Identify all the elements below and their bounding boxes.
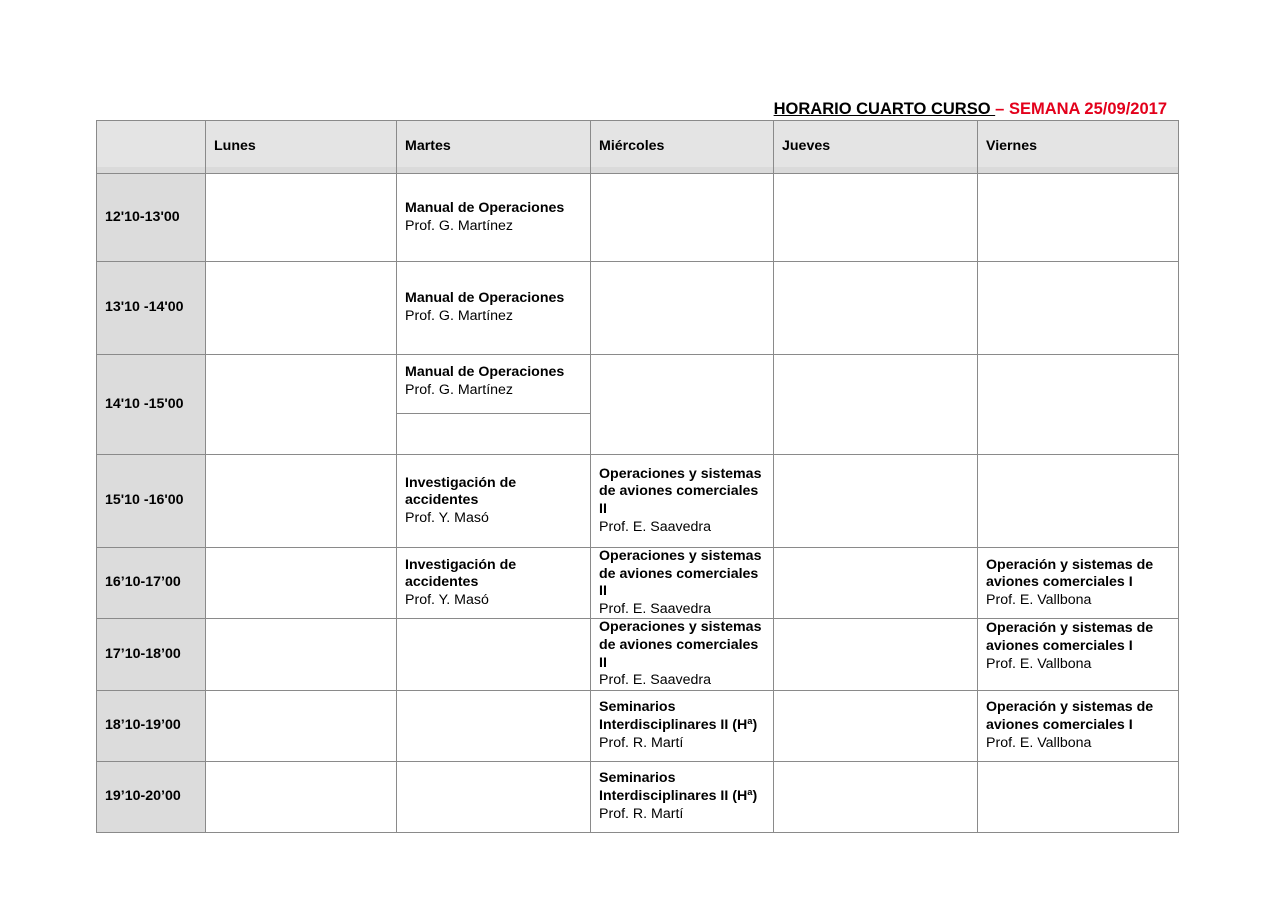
cell-empty	[978, 761, 1179, 832]
class-cell	[978, 619, 1179, 690]
cell-empty	[206, 690, 397, 761]
header-day: Martes	[397, 121, 591, 174]
cell-empty	[397, 761, 591, 832]
header-corner	[97, 121, 206, 174]
schedule-table	[96, 120, 1179, 833]
class-professor: Prof. E. Saavedra	[599, 600, 711, 617]
class-professor: Prof. G. Martínez	[405, 217, 514, 234]
time-slot: 18’10-19’00	[97, 690, 206, 761]
cell-empty	[206, 548, 397, 619]
cell-empty	[774, 548, 978, 619]
cell-empty	[774, 761, 978, 832]
title-week: SEMANA 25/09/2017	[1008, 100, 1167, 118]
class-subject: Operaciones y sistemas de aviones comerciales II	[599, 548, 762, 600]
class-subject: Seminarios Interdisciplinares II (Hª)	[599, 699, 758, 733]
class-cell	[397, 355, 591, 414]
header-day: Lunes	[206, 121, 397, 174]
cell-empty	[978, 455, 1179, 548]
class-subject: Manual de Operaciones	[405, 199, 565, 216]
cell-empty	[774, 262, 978, 355]
cell-empty	[206, 455, 397, 548]
title-main: HORARIO CUARTO CURSO	[773, 100, 996, 118]
cell-empty	[978, 262, 1179, 355]
cell-empty	[774, 455, 978, 548]
time-slot: 17’10-18’00	[97, 619, 206, 690]
class-subject: Operación y sistemas de aviones comerciales I	[986, 620, 1154, 654]
time-slot: 14'10 -15'00	[97, 355, 206, 455]
header-day: Jueves	[774, 121, 978, 174]
cell-empty	[206, 262, 397, 355]
class-subject: Operación y sistemas de aviones comerciales I	[986, 556, 1154, 591]
header-day: Miércoles	[591, 121, 774, 174]
class-subject: Investigación de accidentes	[405, 556, 517, 591]
table-row	[97, 455, 1179, 548]
class-professor: Prof. Y. Masó	[405, 591, 489, 608]
cell-empty	[206, 174, 397, 262]
class-cell	[978, 690, 1179, 761]
header-day: Viernes	[978, 121, 1179, 174]
class-cell	[591, 690, 774, 761]
time-slot: 15'10 -16'00	[97, 455, 206, 548]
time-slot: 19’10-20’00	[97, 761, 206, 832]
class-subject: Manual de Operaciones	[405, 290, 565, 307]
table-row	[97, 548, 1179, 619]
cell-empty	[774, 619, 978, 690]
class-cell	[591, 619, 774, 690]
cell-empty	[978, 355, 1179, 455]
table-row	[97, 174, 1179, 262]
class-subject: Seminarios Interdisciplinares II (Hª)	[599, 770, 758, 804]
time-slot: 12'10-13'00	[97, 174, 206, 262]
cell-empty	[978, 174, 1179, 262]
class-professor: Prof. Y. Masó	[405, 509, 489, 526]
cell-empty	[397, 690, 591, 761]
class-subject: Investigación de accidentes	[405, 474, 517, 509]
class-subject: Operaciones y sistemas de aviones comerciales II	[599, 465, 762, 517]
class-professor: Prof. E. Saavedra	[599, 672, 711, 689]
header-row	[97, 121, 1179, 174]
class-cell	[978, 548, 1179, 619]
table-row	[97, 690, 1179, 761]
cell-empty	[206, 761, 397, 832]
cell-empty	[591, 174, 774, 262]
cell-empty	[774, 355, 978, 455]
cell-empty	[397, 619, 591, 690]
cell-empty	[591, 355, 774, 455]
class-professor: Prof. E. Saavedra	[599, 518, 711, 535]
class-cell	[591, 455, 774, 548]
table-row	[97, 262, 1179, 355]
class-subject: Manual de Operaciones	[405, 364, 565, 380]
class-professor: Prof. R. Martí	[599, 734, 684, 751]
cell-empty	[774, 690, 978, 761]
table-row	[97, 619, 1179, 690]
time-slot: 13'10 -14'00	[97, 262, 206, 355]
table-row	[97, 355, 1179, 414]
class-cell	[397, 548, 591, 619]
class-cell	[591, 548, 774, 619]
class-professor: Prof. G. Martínez	[405, 308, 514, 324]
class-cell	[397, 455, 591, 548]
cell-empty	[774, 174, 978, 262]
cell-empty	[206, 355, 397, 455]
class-professor: Prof. E. Vallbona	[986, 591, 1092, 608]
time-slot: 16’10-17’00	[97, 548, 206, 619]
class-subject: Operaciones y sistemas de aviones comerciales II	[599, 619, 762, 671]
class-professor: Prof. G. Martínez	[405, 381, 514, 398]
class-cell	[397, 262, 591, 355]
schedule-title	[774, 100, 1167, 119]
table-row	[97, 761, 1179, 832]
cell-empty	[206, 619, 397, 690]
cell-empty	[397, 414, 591, 455]
class-professor: Prof. E. Vallbona	[986, 734, 1092, 751]
class-cell	[591, 761, 774, 832]
class-professor: Prof. R. Martí	[599, 805, 684, 822]
class-cell	[397, 174, 591, 262]
class-professor: Prof. E. Vallbona	[986, 655, 1092, 672]
title-dash: –	[995, 100, 1005, 118]
class-subject: Operación y sistemas de aviones comerciales I	[986, 699, 1154, 733]
cell-empty	[591, 262, 774, 355]
